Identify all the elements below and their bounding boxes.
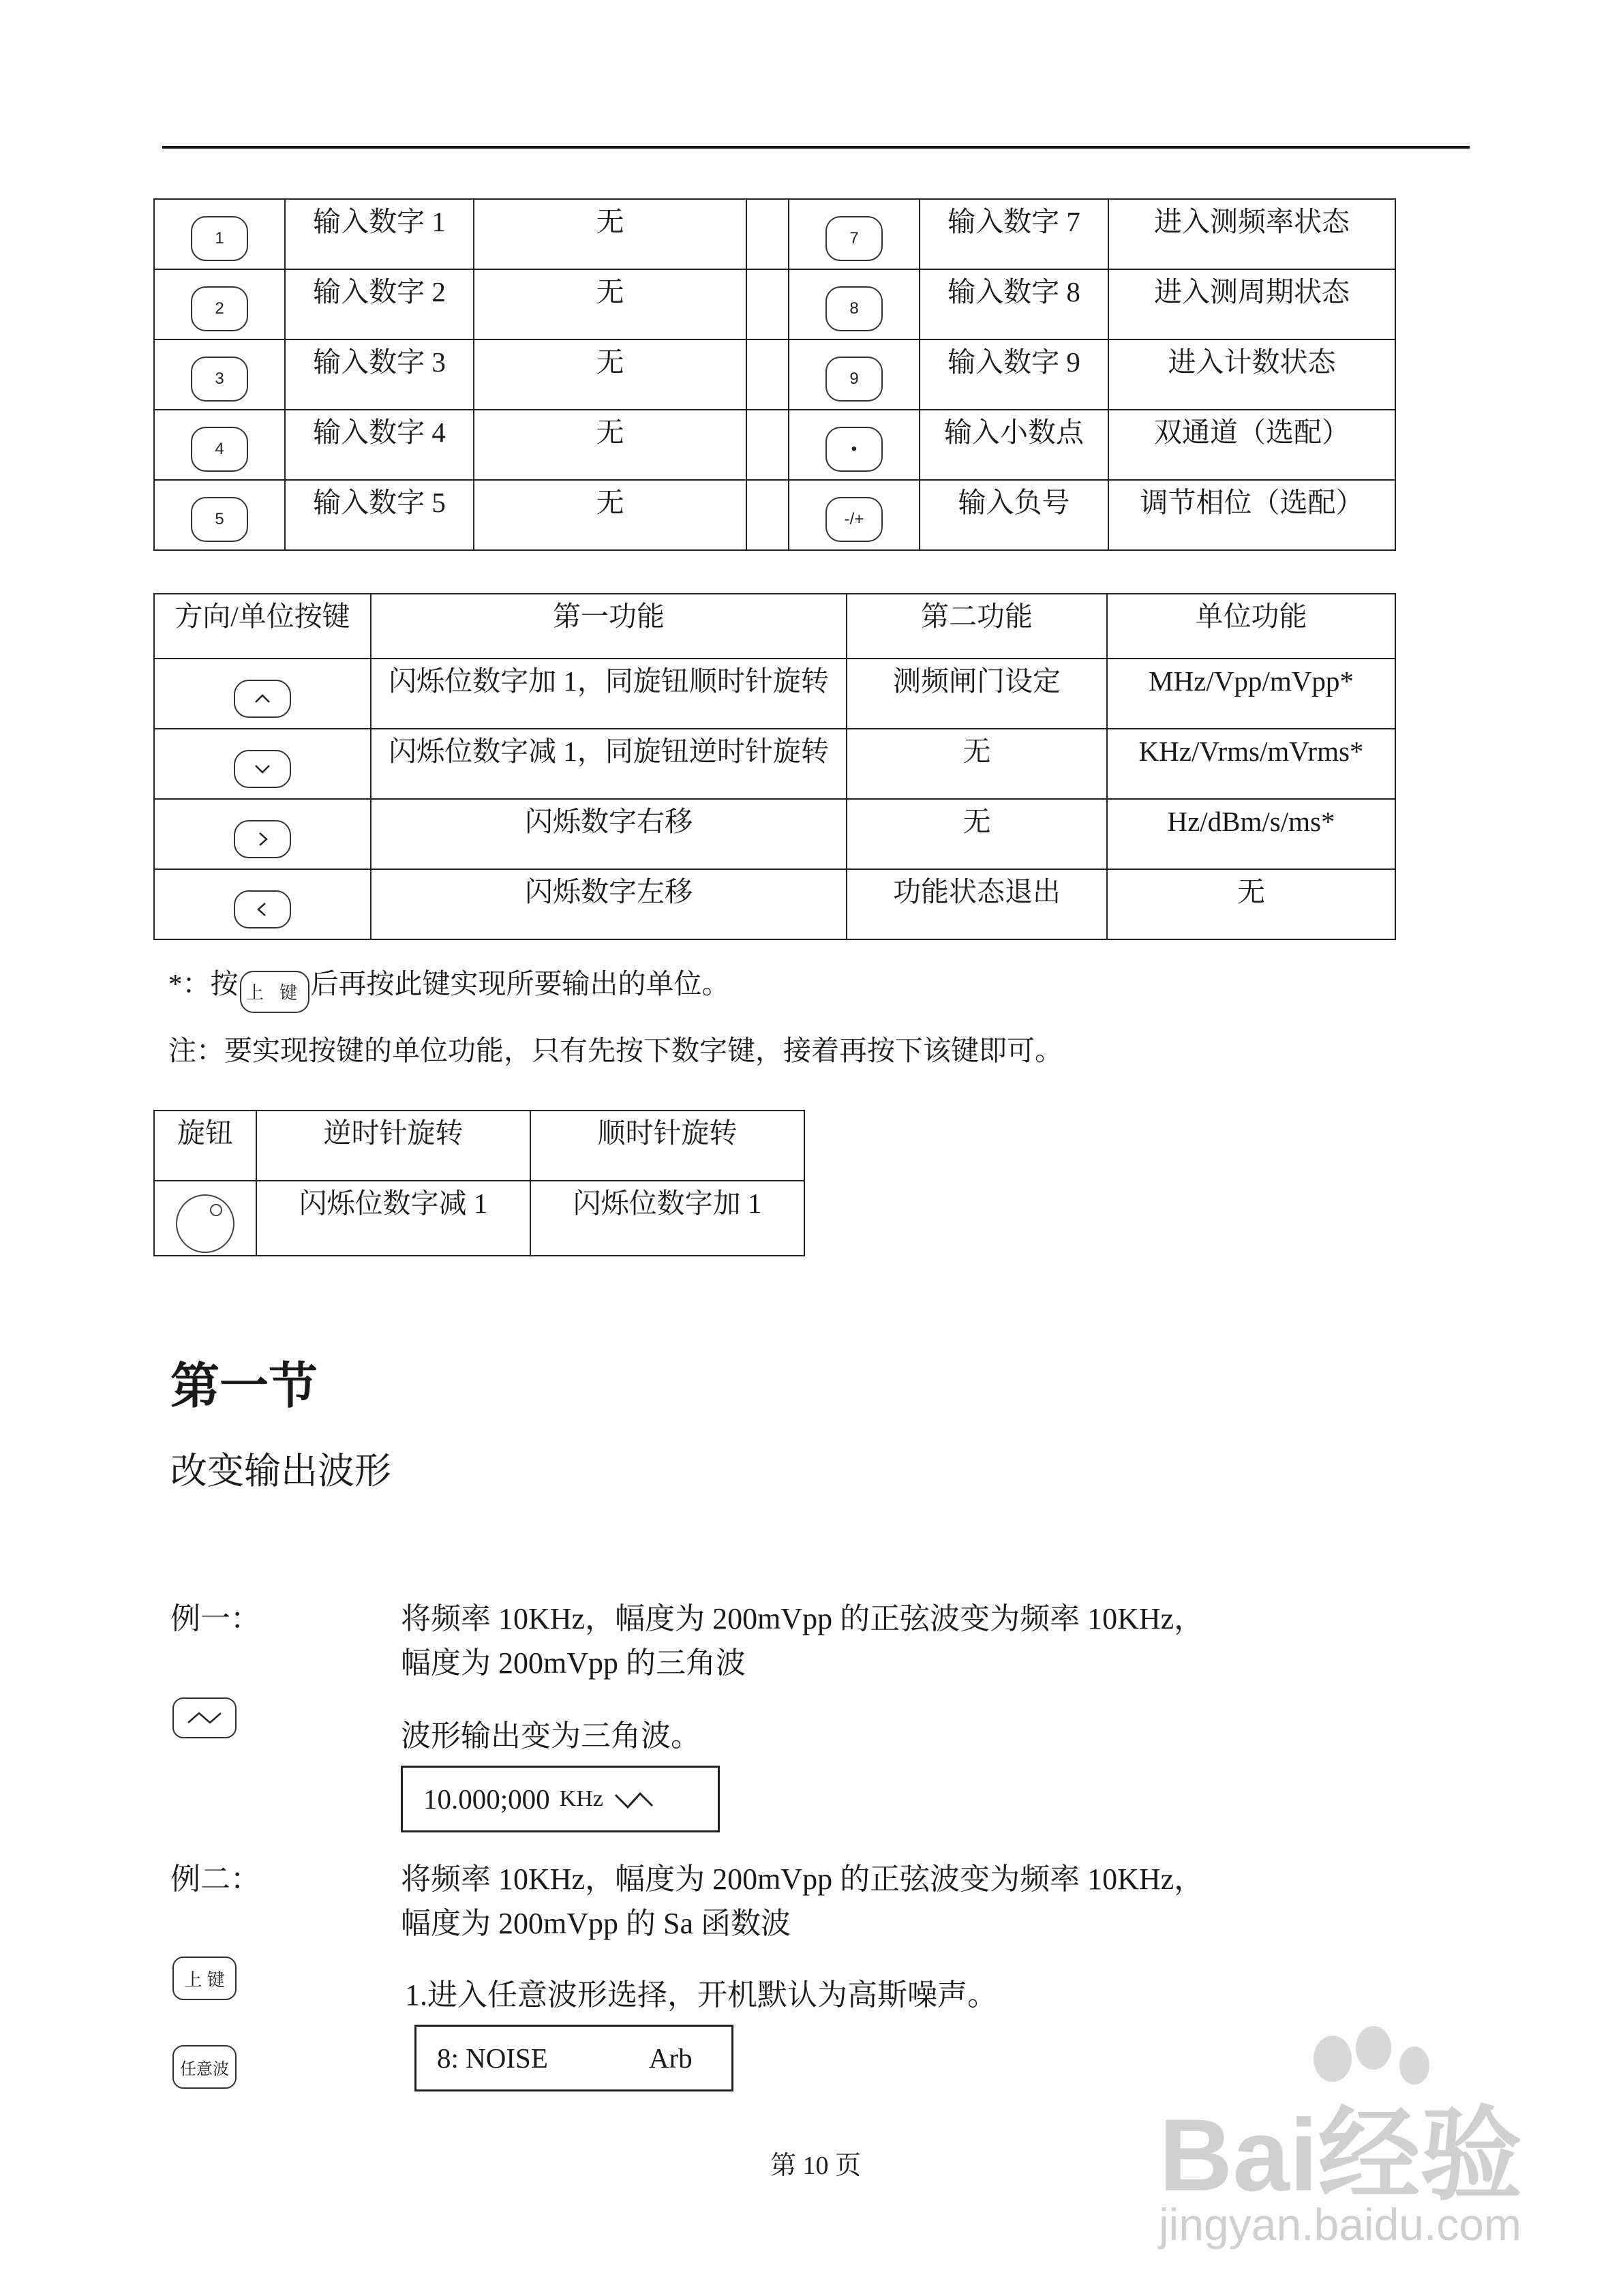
key-function: 输入数字 9 (920, 339, 1108, 410)
numeric-key-table (153, 198, 1396, 551)
left-arrow-icon (250, 901, 275, 918)
star-note: *：按 上 键 后再按此键实现所要输出的单位。 (168, 961, 730, 1013)
key-function: 输入小数点 (920, 410, 1108, 480)
key-second-function: 无 (474, 199, 746, 269)
dir-header-second: 第二功能 (847, 594, 1107, 659)
dir-unit-func: 无 (1107, 869, 1395, 939)
watermark-url: jingyan.baidu.com (1159, 2199, 1521, 2250)
example1-label: 例一： (170, 1602, 260, 1635)
table-row (154, 729, 1395, 799)
display-unit: KHz (559, 1786, 603, 1811)
table-spacer (746, 339, 789, 410)
example2-label: 例二： (170, 1862, 260, 1896)
key-second-function: 无 (474, 269, 746, 339)
shift-key-button[interactable]: 上 键 (240, 971, 309, 1013)
key-function: 输入数字 5 (285, 480, 474, 550)
table-row (154, 269, 1395, 339)
watermark-brand: Bai经验 (1159, 2098, 1523, 2212)
down-arrow-icon (250, 760, 275, 778)
header-rule (162, 146, 1470, 149)
key-second-function: 调节相位（选配） (1108, 480, 1395, 550)
key-second-function: 双通道（选配） (1108, 410, 1395, 480)
dir-first-func: 闪烁数字左移 (371, 869, 847, 939)
dir-second-func: 无 (847, 729, 1107, 799)
key-second-function: 进入测周期状态 (1108, 269, 1395, 339)
example2-step1: 1.进入任意波形选择，开机默认为高斯噪声。 (405, 1978, 997, 2012)
display-label: Arb (648, 2042, 693, 2074)
cw-header: 顺时针旋转 (530, 1111, 804, 1181)
down-key-button[interactable] (234, 750, 291, 788)
section-subtitle: 改变输出波形 (170, 1451, 391, 1492)
table-row (154, 410, 1395, 480)
digit-key-button[interactable]: 2 (191, 286, 248, 331)
digit-key-button[interactable]: 7 (825, 216, 883, 261)
direction-key-table (153, 593, 1396, 940)
display-value: 10.000;000 (423, 1783, 550, 1815)
example1-desc-line2: 幅度为 200mVpp 的三角波 (401, 1646, 746, 1680)
key-function: 输入数字 2 (285, 269, 474, 339)
key-second-function: 无 (474, 339, 746, 410)
shift-key-button[interactable]: 上 键 (172, 1957, 237, 2000)
dir-second-func: 无 (847, 799, 1107, 869)
key-function: 输入数字 8 (920, 269, 1108, 339)
key-function: 输入数字 1 (285, 199, 474, 269)
example1-step: 波形输出变为三角波。 (401, 1719, 701, 1753)
digit-key-button[interactable]: • (825, 427, 883, 472)
right-arrow-icon (250, 830, 275, 848)
example1-display (401, 1766, 720, 1832)
table-row (154, 1181, 804, 1256)
key-second-function: 进入计数状态 (1108, 339, 1395, 410)
dir-unit-func: Hz/dBm/s/ms* (1107, 799, 1395, 869)
display-mode: 8: NOISE (437, 2042, 548, 2074)
digit-key-button[interactable]: 3 (191, 357, 248, 402)
table-spacer (746, 480, 789, 550)
table-row (154, 480, 1395, 550)
dir-header-first: 第一功能 (371, 594, 847, 659)
key-function: 输入负号 (920, 480, 1108, 550)
knob-header: 旋钮 (154, 1111, 256, 1181)
knob-ccw-action: 闪烁位数字减 1 (256, 1181, 530, 1256)
page-number: 第 10 页 (770, 2151, 862, 2180)
ccw-header: 逆时针旋转 (256, 1111, 530, 1181)
table-row (154, 199, 1395, 269)
up-key-button[interactable] (234, 680, 291, 718)
table-row (154, 799, 1395, 869)
dir-first-func: 闪烁位数字加 1，同旋钮顺时针旋转 (371, 659, 847, 729)
digit-key-button[interactable]: 9 (825, 357, 883, 402)
dir-header-unit: 单位功能 (1107, 594, 1395, 659)
table-spacer (746, 410, 789, 480)
dir-header-key: 方向/单位按键 (154, 594, 371, 659)
example1-desc-line1: 将频率 10KHz，幅度为 200mVpp 的正弦波变为频率 10KHz， (401, 1602, 1204, 1635)
dir-second-func: 测频闸门设定 (847, 659, 1107, 729)
table-row (154, 339, 1395, 410)
dir-first-func: 闪烁位数字减 1，同旋钮逆时针旋转 (371, 729, 847, 799)
dir-unit-func: KHz/Vrms/mVrms* (1107, 729, 1395, 799)
dir-unit-func: MHz/Vpp/mVpp* (1107, 659, 1395, 729)
example2-desc-line2: 幅度为 200mVpp 的 Sa 函数波 (401, 1907, 791, 1940)
dir-second-func: 功能状态退出 (847, 869, 1107, 939)
digit-key-button[interactable]: -/+ (825, 497, 883, 542)
knob-icon[interactable] (171, 1187, 239, 1255)
digit-key-button[interactable]: 5 (191, 497, 248, 542)
table-spacer (746, 199, 789, 269)
knob-table (153, 1110, 805, 1256)
example2-display (414, 2025, 733, 2091)
dir-first-func: 闪烁数字右移 (371, 799, 847, 869)
key-function: 输入数字 3 (285, 339, 474, 410)
key-second-function: 无 (474, 480, 746, 550)
section-title: 第一节 (170, 1359, 318, 1414)
digit-key-button[interactable]: 8 (825, 286, 883, 331)
digit-key-button[interactable]: 4 (191, 427, 248, 472)
arb-wave-key-button[interactable]: 任意波 (172, 2045, 237, 2089)
up-arrow-icon (250, 690, 275, 708)
triangle-wave-key-button[interactable] (172, 1697, 237, 1738)
digit-key-button[interactable]: 1 (191, 216, 248, 261)
knob-cw-action: 闪烁位数字加 1 (530, 1181, 804, 1256)
key-second-function: 进入测频率状态 (1108, 199, 1395, 269)
example2-desc-line1: 将频率 10KHz，幅度为 200mVpp 的正弦波变为频率 10KHz， (401, 1862, 1204, 1896)
table-row (154, 659, 1395, 729)
table-spacer (746, 269, 789, 339)
left-key-button[interactable] (234, 890, 291, 928)
unit-note: 注：要实现按键的单位功能，只有先按下数字键，接着再按下该键即可。 (168, 1035, 1063, 1066)
key-second-function: 无 (474, 410, 746, 480)
key-function: 输入数字 4 (285, 410, 474, 480)
right-key-button[interactable] (234, 820, 291, 858)
triangle-wave-icon (613, 1785, 661, 1813)
triangle-wave-icon (184, 1708, 225, 1728)
table-row (154, 869, 1395, 939)
key-function: 输入数字 7 (920, 199, 1108, 269)
